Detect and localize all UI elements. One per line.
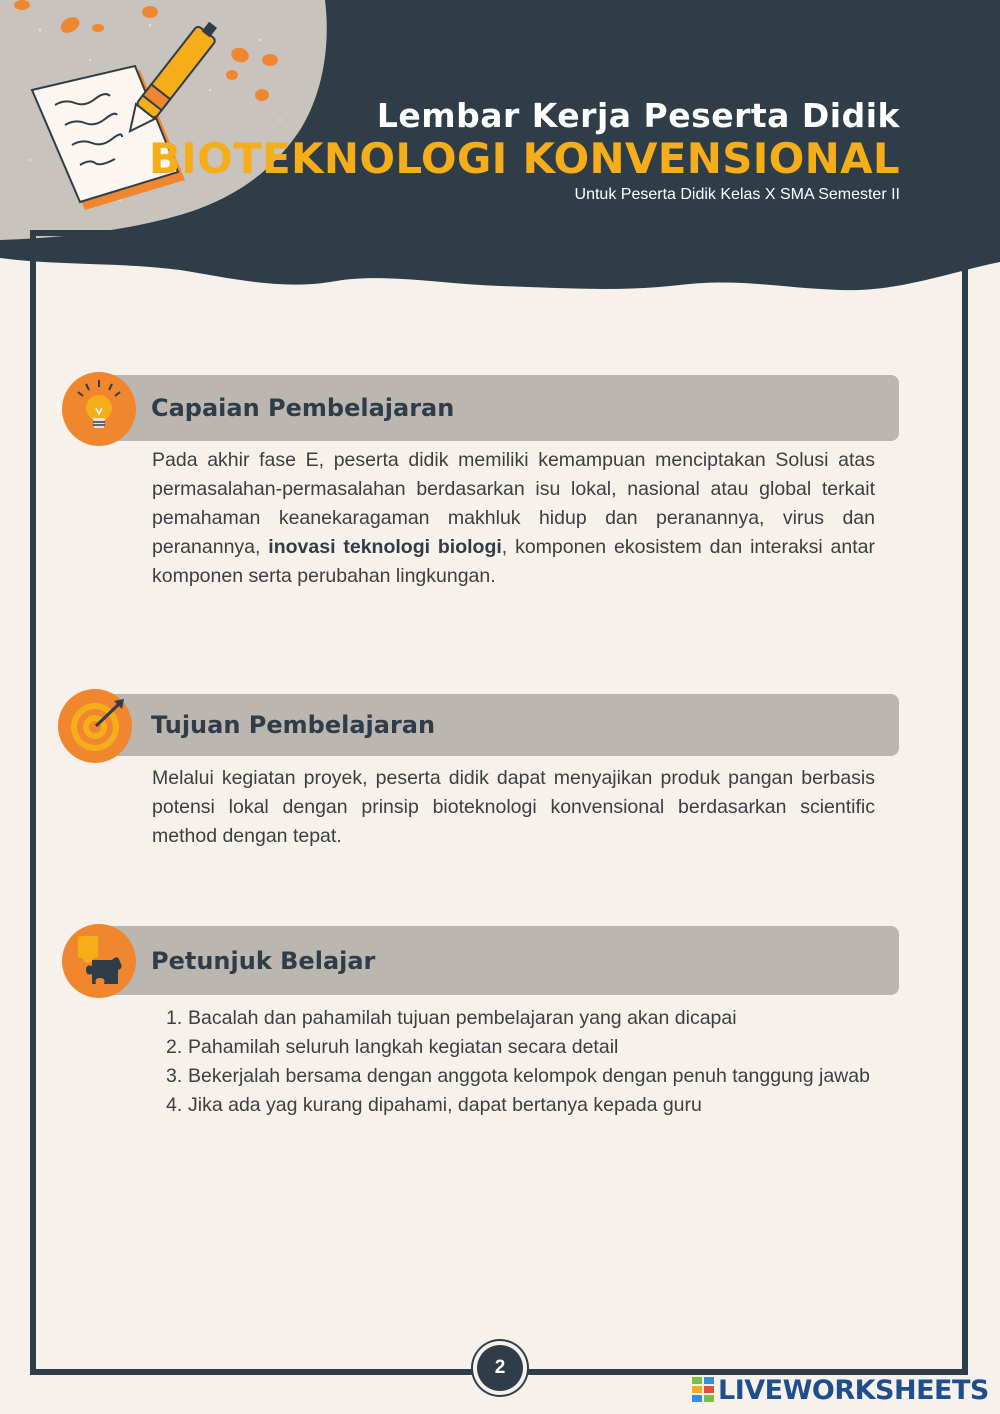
section-header-petunjuk bbox=[96, 926, 899, 995]
section-header-capaian bbox=[96, 375, 899, 441]
section-title: Capaian Pembelajaran bbox=[151, 394, 455, 422]
capaian-paragraph: Pada akhir fase E, peserta didik memiliki kemampuan menciptakan Solusi atas permasalahan-permasalahan berdasarkan isu lokal, nasional atau global terkait pemahaman keanekaragaman makhluk hidup dan peranannya, virus dan peranannya, inovasi teknologi biologi, komponen ekosistem dan interaksi antar komponen serta perubahan lingkungan. bbox=[152, 449, 875, 587]
brand-name: LIVEWORKSHEETS bbox=[718, 1374, 989, 1406]
lightbulb-icon bbox=[62, 372, 136, 446]
instructions-list bbox=[166, 1004, 875, 1120]
target-icon bbox=[58, 689, 132, 763]
emphasis-text: inovasi teknologi biologi bbox=[268, 536, 502, 558]
topic-title: BIOTEKNOLOGI KONVENSIONAL bbox=[148, 134, 900, 183]
worksheet-title: Lembar Kerja Peserta Didik bbox=[376, 96, 900, 135]
liveworksheets-logo[interactable] bbox=[692, 1374, 989, 1406]
section-title: Tujuan Pembelajaran bbox=[151, 711, 436, 739]
liveworksheets-icon bbox=[692, 1377, 714, 1403]
tujuan-paragraph: Melalui kegiatan proyek, peserta didik dapat menyajikan produk pangan berbasis potensi lokal dengan prinsip bioteknologi konvensional berdasarkan scientific method dengan tepat. bbox=[152, 767, 875, 847]
list-item: 3. Bekerjalah bersama dengan anggota kelompok dengan penuh tanggung jawab bbox=[166, 1065, 870, 1087]
list-item: 4. Jika ada yag kurang dipahami, dapat bertanya kepada guru bbox=[166, 1094, 702, 1116]
list-item: 2. Pahamilah seluruh langkah kegiatan secara detail bbox=[166, 1036, 619, 1058]
target-audience: Untuk Peserta Didik Kelas X SMA Semester II bbox=[574, 186, 900, 203]
list-item: 1. Bacalah dan pahamilah tujuan pembelajaran yang akan dicapai bbox=[166, 1007, 737, 1029]
section-title: Petunjuk Belajar bbox=[151, 946, 376, 975]
section-header-tujuan bbox=[96, 694, 899, 756]
header-title-block bbox=[149, 96, 900, 204]
page-number: 2 bbox=[477, 1345, 523, 1391]
puzzle-icon bbox=[62, 924, 136, 998]
